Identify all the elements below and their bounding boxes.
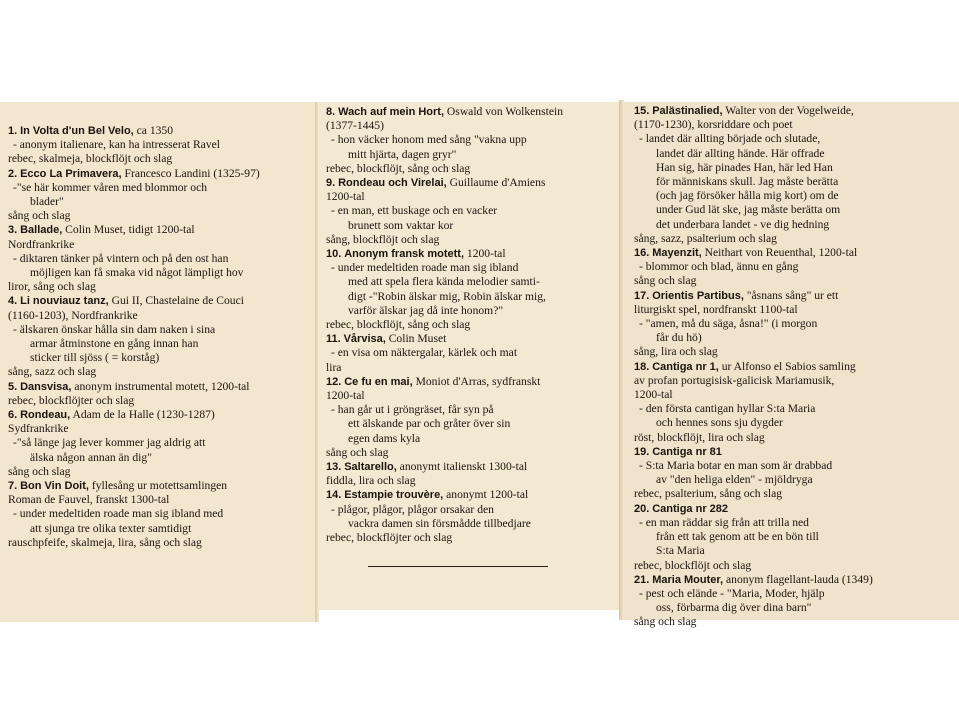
track-instruments: liror, sång och slag [8,280,96,294]
track-instruments: rauschpfeife, skalmeja, lira, sång och slag [8,535,202,549]
track-entry [634,104,951,246]
track-number: 2. [8,167,18,180]
track-description: - pest och elände - "Maria, Moder, hjälp [639,586,825,600]
track-instruments: röst, blockflöjt, lira och slag [634,430,765,444]
track-description: - S:ta Maria botar en man som är drabbad [639,459,833,473]
track-title: Rondeau och Virelai, [338,177,447,190]
track-origin: (1377-1445) [326,119,384,133]
track-entry [634,445,951,502]
track-heading [326,105,612,119]
track-entry [326,488,612,545]
track-number: 13. [326,461,342,474]
track-title: In Volta d'un Bel Velo, [20,125,134,137]
track-entry [634,502,951,573]
track-description: oss, förbarma dig över dina barn" [656,601,812,615]
track-origin: (1170-1230), korsriddare och poet [634,118,793,132]
track-entry [8,479,310,550]
track-number: 4. [8,295,18,308]
track-description: - blommor och blad, ännu en gång [639,260,799,274]
track-number: 15. [634,105,650,117]
track-number: 9. [326,177,336,190]
track-description: - plågor, plågor, plågor orsakar den [331,502,494,516]
track-heading [326,176,612,190]
track-instruments: sång, sazz och slag [8,365,97,379]
right-page [624,102,959,629]
track-entry [634,246,951,289]
left-page [0,102,316,622]
track-description: varför älskar jag då inte honom?" [348,303,504,317]
track-title: Ballade, [20,224,63,237]
track-heading [8,167,310,181]
track-description: och hennes sons sju dygder [656,416,783,430]
track-number: 17. [634,289,650,302]
track-description: för människans skull. Jag måste berätta [656,175,839,189]
track-origin: Sydfrankrike [8,422,69,436]
track-heading [326,460,612,474]
track-title: Cantiga nr 1, [652,360,719,373]
track-description: sticker till sjöss ( = korståg) [30,351,160,365]
track-description: - den första cantigan hyllar S:ta Maria [639,402,816,416]
track-instruments: sång, blockflöjt och slag [326,232,440,246]
track-origin: av profan portugisisk-galicisk Mariamusik, [634,373,835,387]
track-number: 7. [8,480,18,493]
track-heading [634,502,951,516]
track-description: -"så länge jag lever kommer jag aldrig att [13,436,206,450]
track-number: 16. [634,247,650,260]
track-instruments: sång och slag [8,464,71,478]
track-description: (och jag försöker hålla mig kort) om de [656,189,839,203]
track-instruments: lira [326,360,342,374]
track-description: landet där allting hände. Här offrade [656,146,825,160]
track-number: 5. [8,380,18,393]
track-instruments: rebec, blockflöjter och slag [8,393,135,407]
track-heading [326,375,612,389]
track-composer: Colin Muset, tidigt 1200-tal [62,223,195,237]
track-title: Bon Vin Doit, [20,480,89,493]
track-entry [326,105,612,176]
track-description: ett älskande par och gråter över sin [348,417,511,431]
track-composer: anonym instrumental motett, 1200-tal [71,379,250,393]
track-composer: ur Alfonso el Sabios samling [718,359,856,373]
track-title: Dansvisa, [20,380,72,393]
track-description: - en man räddar sig från att trilla ned [639,515,809,529]
track-entry [8,167,310,224]
track-instruments: sång och slag [8,209,71,223]
track-origin: Roman de Fauvel, franskt 1300-tal [8,493,170,507]
track-entry [326,332,612,375]
track-description: - älskaren önskar hålla sin dam naken i sina [13,322,216,336]
track-instruments: rebec, psalterium, sång och slag [634,487,783,501]
track-description: brunett som vaktar kor [348,218,454,232]
track-instruments: rebec, blockflöjt, sång och slag [326,318,471,332]
track-entry [8,380,310,408]
track-composer: Oswald von Wolkenstein [444,105,563,118]
track-entry [8,408,310,479]
track-number: 6. [8,409,18,422]
track-title: Palästinalied, [652,105,723,117]
track-title: Wach auf mein Hort, [338,106,445,118]
track-number: 14. [326,489,342,502]
track-number: 19. [634,445,650,458]
track-description: - en visa om näktergalar, kärlek och mat [331,346,518,360]
track-number: 8. [326,106,336,118]
track-origin: (1160-1203), Nordfrankrike [8,308,138,322]
track-composer: Guillaume d'Amiens [446,176,546,190]
track-composer: anonymt italienskt 1300-tal [396,460,528,474]
track-instruments: sång och slag [634,274,697,288]
track-instruments: rebec, skalmeja, blockflöjt och slag [8,152,173,166]
track-title: Cantiga nr 81 [652,445,722,458]
track-title: Vårvisa, [343,333,386,346]
track-number: 20. [634,502,650,515]
track-composer: Neithart von Reuenthal, 1200-tal [701,246,858,260]
track-heading [8,124,310,138]
track-title: Li nouviauz tanz, [20,295,109,308]
track-heading [634,289,951,303]
track-entry [326,176,612,247]
track-description: S:ta Maria [656,544,705,558]
track-entry [634,360,951,445]
track-composer: ca 1350 [133,124,174,137]
track-description: mitt hjärta, dagen gryr" [348,147,457,161]
track-composer: Walter von der Vogelweide, [722,104,854,117]
track-description: blader" [30,195,64,209]
track-number: 21. [634,573,650,586]
track-description: - "amen, må du säga, åsna!" (i morgon [639,317,818,331]
track-heading [326,247,612,261]
track-heading [8,479,310,493]
track-composer: anonym flagellant-lauda (1349) [723,572,873,586]
track-composer: Moniot d'Arras, sydfranskt [412,374,541,388]
track-composer: "åsnans sång" ur ett [743,288,839,302]
track-number: 1. [8,125,18,137]
track-description: egen dams kyla [348,431,421,445]
track-heading [326,488,612,502]
track-description: av "den heliga elden" - mjöldryga [656,473,813,487]
track-description: -"se här kommer våren med blommor och [13,180,208,194]
track-description: det underbara landet - ve dig hedning [656,217,830,231]
track-origin: 1200-tal [326,389,365,403]
track-entry [8,294,310,379]
track-title: Estampie trouvère, [344,489,444,502]
track-description: älska någon annan än dig" [30,450,152,464]
track-description: får du hö) [656,331,702,345]
track-description: med att spela flera kända melodier samti- [348,275,540,289]
track-composer: Gui II, Chastelaine de Couci [108,294,244,308]
track-description: - under medeltiden roade man sig ibland [331,261,519,275]
track-origin: 1200-tal [326,190,365,204]
track-heading [634,445,951,459]
track-instruments: rebec, blockflöjt och slag [634,558,752,572]
divider-line [368,566,548,567]
track-instruments: sång och slag [634,615,697,629]
track-number: 10. [326,248,342,261]
track-composer: anonymt 1200-tal [443,488,529,502]
track-entry [326,460,612,488]
track-origin: Nordfrankrike [8,237,75,251]
track-heading [8,294,310,308]
track-heading [634,573,951,587]
track-number: 18. [634,360,650,373]
track-origin: liturgiskt spel, nordfranskt 1100-tal [634,302,798,316]
track-description: Han sig, här pinades Han, här led Han [656,160,833,174]
track-entry [326,247,612,332]
track-heading [634,360,951,374]
track-title: Anonym fransk motett, [344,248,464,261]
track-origin: 1200-tal [634,388,673,402]
track-description: digt -"Robin älskar mig, Robin älskar mig, [348,289,546,303]
track-description: armar åtminstone en gång innan han [30,337,199,351]
track-instruments: sång, lira och slag [634,345,718,359]
track-composer: Adam de la Halle (1230-1287) [70,408,215,422]
track-title: Saltarello, [344,461,397,474]
track-description: från ett tak genom att be en bön till [656,530,819,544]
track-description: - han går ut i gröngräset, får syn på [331,403,494,417]
track-description: - hon väcker honom med sång "vakna upp [331,133,527,147]
track-title: Ecco La Primavera, [20,167,122,180]
track-instruments: rebec, blockflöjt, sång och slag [326,161,471,175]
track-entry [8,124,310,167]
track-description: - anonym italienare, kan ha intresserat Ravel [13,138,220,152]
track-entry [8,223,310,294]
track-heading [8,223,310,237]
track-heading [8,380,310,394]
track-description: - en man, ett buskage och en vacker [331,204,498,218]
track-title: Ce fu en mai, [344,375,413,388]
track-description: möjligen kan få smaka vid något lämpligt hov [30,266,244,280]
middle-page [318,102,620,610]
track-number: 11. [326,333,341,346]
track-description: - landet där allting började och slutade, [639,132,821,146]
track-description: - diktaren tänker på vintern och på den ost han [13,251,229,265]
track-instruments: rebec, blockflöjter och slag [326,531,453,545]
track-entry [326,375,612,460]
track-description: att sjunga tre olika texter samtidigt [30,521,192,535]
track-composer: 1200-tal [464,247,506,261]
track-instruments: fiddla, lira och slag [326,474,416,488]
track-composer: Colin Muset [385,332,447,346]
track-number: 12. [326,375,342,388]
track-description: vackra damen sin försmådde tillbedjare [348,516,531,530]
track-instruments: sång och slag [326,445,389,459]
track-title: Rondeau, [20,409,71,422]
track-title: Mayenzit, [652,247,702,260]
track-heading [634,104,951,118]
track-heading [634,246,951,260]
track-entry [634,289,951,360]
track-heading [8,408,310,422]
track-heading [326,332,612,346]
track-description: under Gud lät ske, jag måste berätta om [656,203,841,217]
track-title: Cantiga nr 282 [652,502,729,515]
track-composer: fyllesång ur motettsamlingen [88,479,228,493]
track-title: Maria Mouter, [652,573,724,586]
track-number: 3. [8,224,18,237]
track-description: - under medeltiden roade man sig ibland med [13,507,224,521]
track-entry [634,573,951,630]
track-title: Orientis Partibus, [652,289,744,302]
track-instruments: sång, sazz, psalterium och slag [634,231,777,245]
track-composer: Francesco Landini (1325-97) [121,166,260,180]
